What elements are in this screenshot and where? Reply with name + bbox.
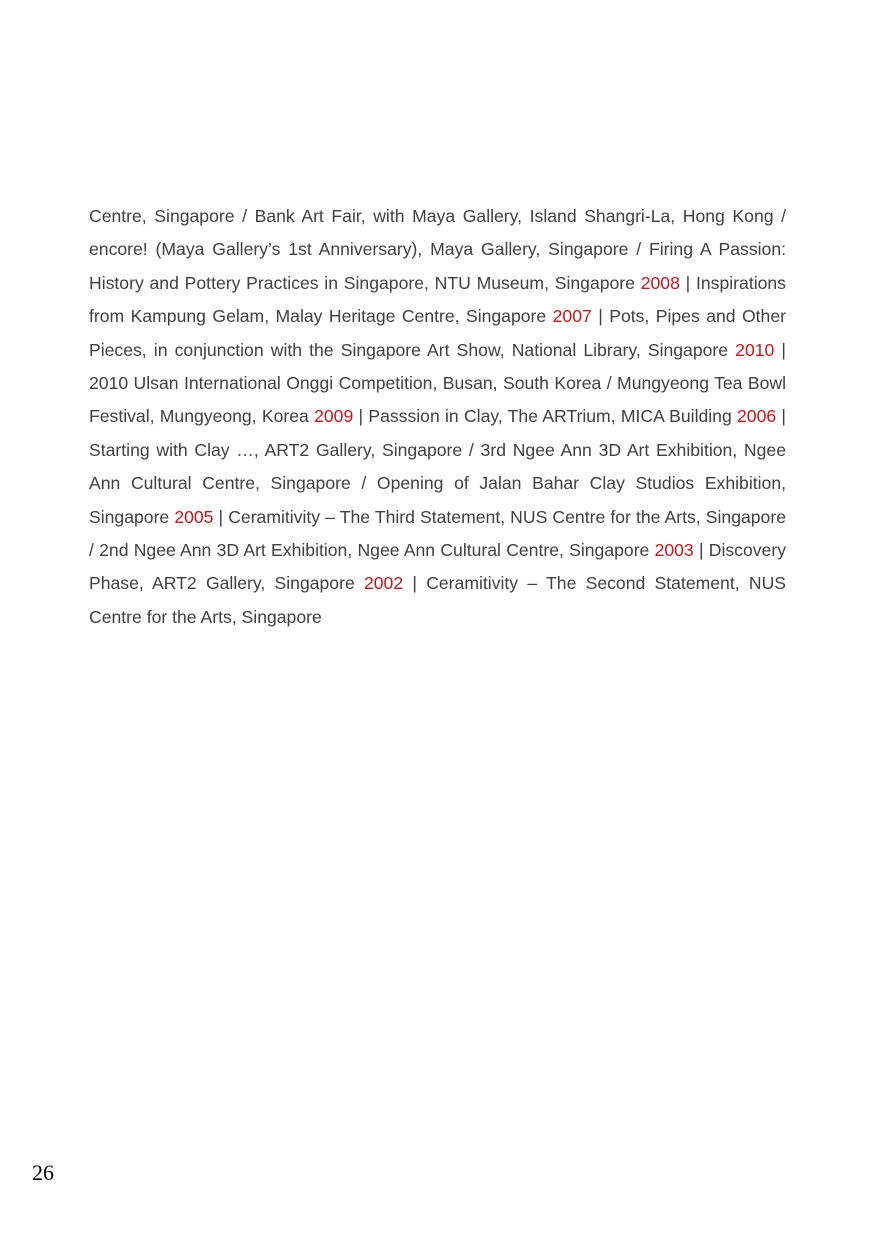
exhibition-list-paragraph (89, 200, 786, 634)
exhibition-text: Centre, Singapore / Bank Art Fair, with Maya Gallery, Island Shangri-La, Hong Kong / encore! (Maya Gallery’s 1st Anniversary), Maya Gallery, Singapore / Firing A Passion: History and Pottery Practices in Singapore, NTU Museum, Singapore (89, 206, 786, 293)
exhibition-text: | Starting with Clay …, ART2 Gallery, Singapore / 3rd Ngee Ann 3D Art Exhibition, Ngee Ann Cultural Centre, Singapore / Opening of Jalan Bahar Clay Studios Exhibition, Singapore (89, 406, 786, 527)
exhibition-text: | Ceramitivity – The Third Statement, NUS Centre for the Arts, Singapore / 2nd Ngee Ann 3D Art Exhibition, Ngee Ann Cultural Centre, Singapore (89, 506, 786, 561)
year-label: 2008 (640, 272, 680, 293)
year-label: 2005 (174, 506, 214, 527)
exhibition-text: | Ceramitivity – The Second Statement, NUS Centre for the Arts, Singapore (89, 573, 787, 627)
page-number: 26 (32, 1160, 54, 1185)
year-label: 2007 (552, 306, 592, 327)
exhibition-text: | Pots, Pipes and Other Pieces, in conjunction with the Singapore Art Show, National Library, Singapore (89, 306, 786, 360)
year-label: 2003 (654, 540, 694, 561)
year-label: 2006 (737, 406, 777, 427)
year-label: 2009 (314, 406, 354, 427)
exhibition-text: | 2010 Ulsan International Onggi Competition, Busan, South Korea / Mungyeong Tea Bowl Festival, Mungyeong, Korea (89, 339, 786, 427)
exhibition-text: | Discovery Phase, ART2 Gallery, Singapore (89, 540, 786, 594)
year-label: 2010 (735, 339, 775, 360)
exhibition-text: | Passsion in Clay, The ARTrium, MICA Building (353, 406, 738, 427)
exhibition-text: | Inspirations from Kampung Gelam, Malay Heritage Centre, Singapore (89, 272, 786, 327)
year-label: 2002 (363, 573, 404, 594)
